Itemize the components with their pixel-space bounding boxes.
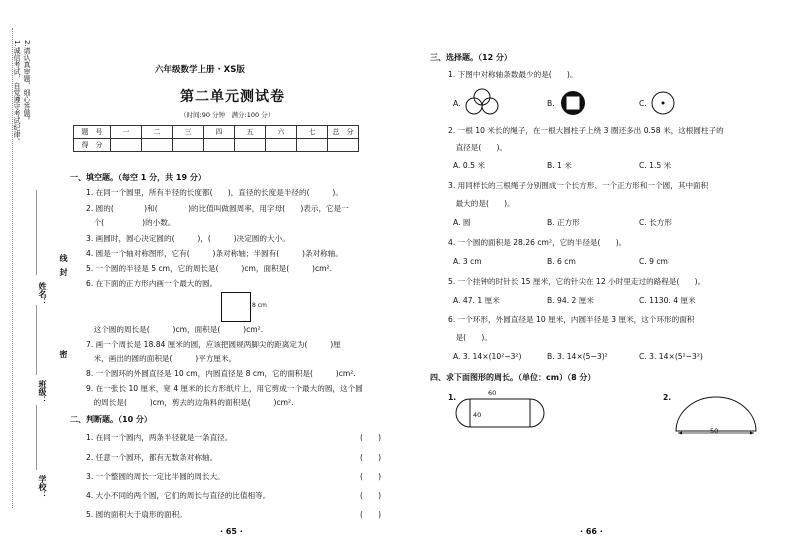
q6-option-b[interactable]: B. 3. 14×(5−3)²	[547, 352, 608, 361]
fill-question-1: 1. 在同一个圆里，所有半径的长度都( )，直径的长度是半径的( )。	[86, 188, 343, 197]
fill-question-9: 9. 在一张长 10 厘米，宽 4 厘米的长方形纸片上，用它剪成一个最大的圆，这个圆	[86, 384, 363, 393]
fill-question-2: 2. 圆的( )和( )的比值叫做圆周率，用字母( )表示，它是一	[86, 204, 349, 213]
score-cell[interactable]	[142, 139, 173, 152]
judge-question-2: 2. 任意一个圆环，都有无数条对称轴。	[86, 453, 218, 462]
q2-option-a[interactable]: A. 0.5 米	[453, 161, 485, 170]
choice-question-3-cont: 最大的是( )。	[448, 199, 515, 208]
fill-question-8: 8. 一个圆环的外圆直径是 10 cm，内圆直径是 8 cm，它的面积是( )cm².	[86, 369, 356, 378]
score-header-cell: 一	[111, 126, 142, 139]
choice-question-1: 1. 下图中对称轴条数最少的是( )。	[448, 70, 578, 79]
school-label: 学校：	[38, 475, 47, 499]
fill-question-9-cont: 的周长是( )cm，剪去的边角料的面积是( )cm².	[86, 398, 294, 407]
q2-option-b[interactable]: B. 1 米	[547, 161, 572, 170]
figure-1-number: 1.	[448, 393, 457, 402]
seal-mark-dense: 密	[59, 350, 68, 358]
judge-question-1: 1. 在同一个圆内，两条半径就是一条直径。	[86, 433, 233, 442]
score-cell[interactable]	[297, 139, 328, 152]
q4-option-a[interactable]: A. 3 cm	[453, 257, 482, 266]
stadium-figure	[455, 393, 545, 435]
score-cell[interactable]	[266, 139, 297, 152]
figure-2-base-label: 50	[710, 427, 719, 435]
square-in-circle-figure	[560, 90, 586, 116]
circle-with-center-figure	[650, 90, 676, 116]
section-4-header: 四、求下面图形的周长。（单位：cm）（8 分）	[430, 373, 596, 382]
score-table-score-row	[74, 139, 359, 152]
figure-1-side-label: 40	[473, 411, 482, 419]
score-header-cell: 三	[173, 126, 204, 139]
q5-option-a[interactable]: A. 47. 1 厘米	[453, 296, 500, 305]
class-label: 班级：	[38, 380, 47, 404]
judge-answer-box[interactable]: ( )	[360, 453, 382, 462]
square-figure	[221, 292, 251, 322]
choice-question-6: 6. 一个环形，外圆直径是 10 厘米，内圆半径是 3 厘米，这个环形的面积	[448, 315, 695, 324]
name-label: 姓名：	[38, 282, 47, 306]
book-title: 六年级数学上册 · XS版	[155, 65, 245, 75]
judge-question-3: 3. 一个整圆的周长一定比半圆的周长大。	[86, 472, 225, 481]
score-cell[interactable]	[204, 139, 235, 152]
score-header-cell: 总 分	[328, 126, 359, 139]
fill-question-5: 5. 一个圆的半径是 5 cm，它的周长是( )cm，面积是( )cm².	[86, 264, 332, 273]
option-b-label: B.	[547, 99, 555, 108]
q6-option-a[interactable]: A. 3. 14×(10²−3²)	[453, 352, 522, 361]
choice-question-4: 4. 一个圆的面积是 28.26 cm²，它的半径是( )。	[448, 238, 627, 247]
page-title: 第二单元测试卷	[180, 89, 285, 105]
q2-option-c[interactable]: C. 1.5 米	[639, 161, 672, 170]
time-info: （时间:90 分钟 满分:100 分）	[180, 111, 275, 119]
judge-answer-box[interactable]: ( )	[360, 491, 382, 500]
option-a-label: A.	[453, 99, 461, 108]
q4-option-c[interactable]: C. 9 cm	[639, 257, 668, 266]
school-line	[36, 405, 37, 470]
section-1-header: 一、填空题。（每空 1 分，共 19 分）	[70, 173, 206, 182]
judge-question-4: 4. 大小不同的两个圆，它们的周长与直径的比值相等。	[86, 491, 271, 500]
judge-answer-box[interactable]: ( )	[360, 433, 382, 442]
page-number-right: · 66 ·	[580, 527, 603, 536]
score-cell[interactable]	[173, 139, 204, 152]
score-header-cell: 五	[235, 126, 266, 139]
q3-option-c[interactable]: C. 长方形	[639, 218, 672, 227]
choice-question-2: 2. 一根 10 米长的绳子，在一根大圆柱子上绕 3 圈还多出 0.58 米，这根圆柱子的	[448, 126, 724, 135]
fill-question-7-cont: 米，画出的圆的面积是( )平方厘米。	[86, 354, 237, 363]
choice-question-2-cont: 直径是( )。	[448, 143, 508, 152]
fill-question-7: 7. 画一个周长是 18.84 厘米的圆，应该把圆规两脚尖的距离定为( )厘	[86, 340, 341, 349]
side-instruction-2: 2.请认真审题，细心答题。	[23, 40, 31, 124]
judge-answer-box[interactable]: ( )	[360, 510, 382, 519]
score-header-cell: 二	[142, 126, 173, 139]
seal-mark-seal: 封	[59, 268, 68, 276]
judge-question-5: 5. 圆的面积大于扇形的面积。	[86, 510, 187, 519]
figure-1-top-label: 60	[488, 389, 497, 397]
score-header-cell: 题 号	[74, 126, 111, 139]
side-instruction-1: 1.诚信考试，自觉遵守考试纪律。	[13, 40, 21, 145]
page-number-left: · 65 ·	[220, 527, 243, 536]
q5-option-b[interactable]: B. 94. 2 厘米	[547, 296, 594, 305]
q5-option-c[interactable]: C. 1130. 4 厘米	[639, 296, 696, 305]
fill-question-3: 3. 画圆时，圆心决定圆的( )，( )决定圆的大小。	[86, 234, 290, 243]
class-line	[36, 305, 37, 375]
q4-option-b[interactable]: B. 6 cm	[547, 257, 576, 266]
three-circles-figure	[464, 88, 500, 116]
score-table	[73, 125, 359, 152]
option-c-label: C.	[639, 99, 647, 108]
q6-option-c[interactable]: C. 3. 14×(5²−3²)	[639, 352, 703, 361]
fill-question-6: 6. 在下面的正方形内画一个最大的圆。	[86, 279, 218, 288]
score-header-cell: 七	[297, 126, 328, 139]
fill-question-4: 4. 圆是一个轴对称图形，它有( )条对称轴；半圆有( )条对称轴。	[86, 249, 343, 258]
score-header-cell: 四	[204, 126, 235, 139]
name-line	[36, 190, 37, 275]
score-cell[interactable]	[111, 139, 142, 152]
fill-question-6-answer: 这个圆的周长是( )cm，面积是( )cm².	[86, 325, 264, 334]
q3-option-b[interactable]: B. 正方形	[547, 218, 580, 227]
judge-answer-box[interactable]: ( )	[360, 472, 382, 481]
seal-mark-line: 线	[59, 254, 68, 262]
score-header-cell: 六	[266, 126, 297, 139]
choice-question-6-cont: 是( )。	[448, 333, 492, 342]
score-row-label: 得 分	[74, 139, 111, 152]
score-table-header-row	[74, 126, 359, 139]
section-3-header: 三、选择题。（12 分）	[430, 53, 512, 62]
score-cell[interactable]	[235, 139, 266, 152]
fill-question-2-cont: 个( )的小数。	[86, 218, 176, 227]
choice-question-5: 5. 一个挂钟的时针长 15 厘米，它的针尖在 12 小时里走过的路程是( )。	[448, 277, 706, 286]
figure-2-number: 2.	[663, 393, 672, 402]
score-cell[interactable]	[328, 139, 359, 152]
q3-option-a[interactable]: A. 圆	[453, 218, 471, 227]
choice-question-3: 3. 用同样长的三根绳子分别围成一个长方形、一个正方形和一个圆，其中面积	[448, 181, 709, 190]
square-side-label: 8 cm	[252, 302, 267, 309]
section-2-header: 二、判断题。（10 分）	[70, 415, 152, 424]
